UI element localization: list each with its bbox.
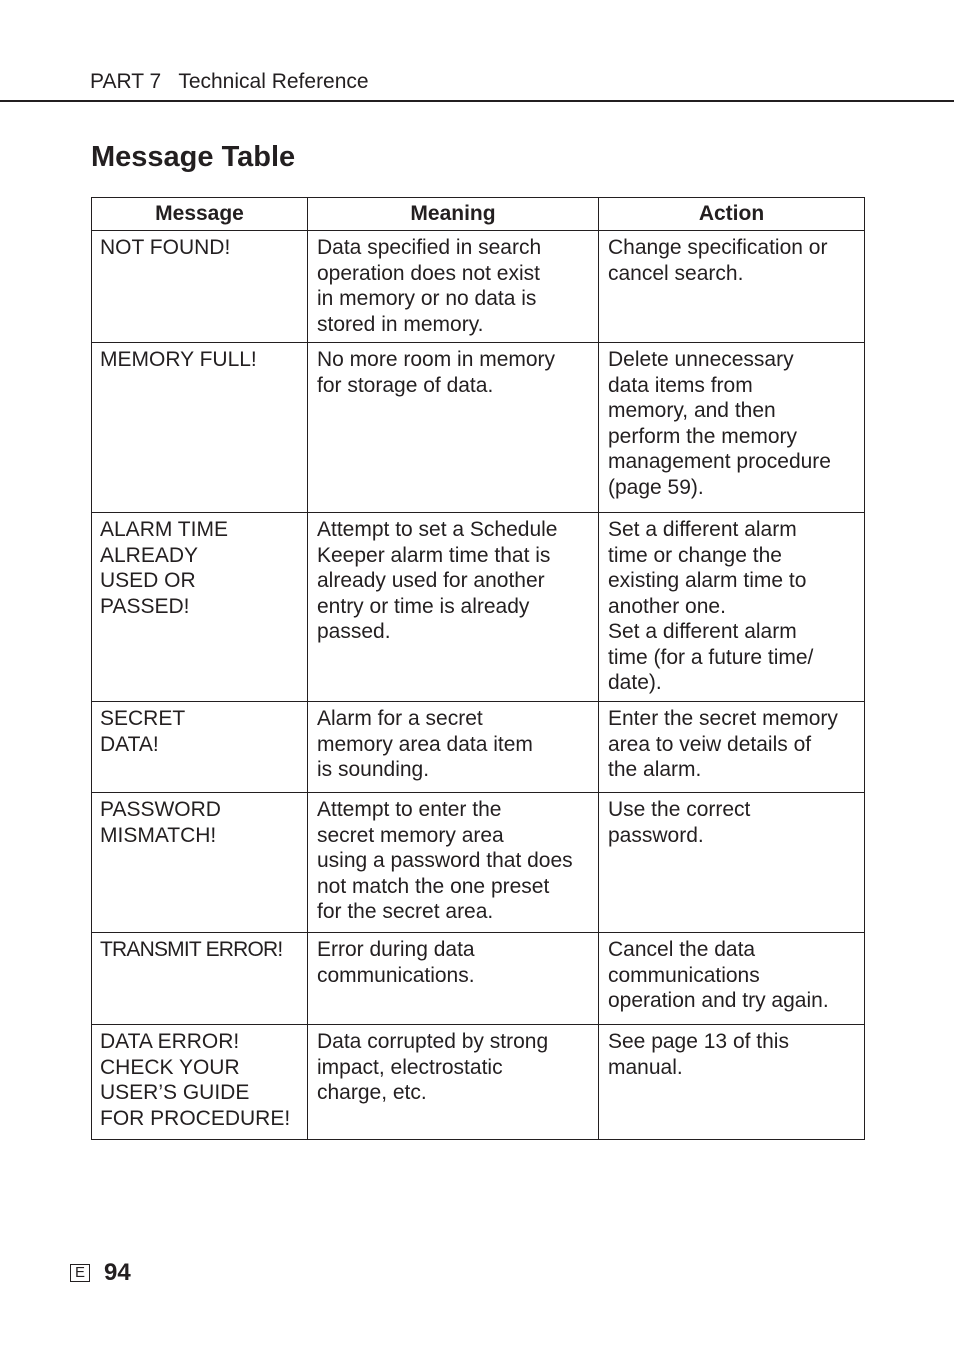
meaning-cell: No more room in memory for storage of data. <box>308 343 599 513</box>
meaning-cell: Attempt to enter the secret memory area using a password that does not match the one preset for the secret area. <box>308 793 599 933</box>
table-row <box>92 933 865 1025</box>
action-cell: Enter the secret memory area to veiw details of the alarm. <box>599 702 865 793</box>
page-footer <box>70 1259 131 1287</box>
meaning-cell: Attempt to set a Schedule Keeper alarm time that is already used for another entry or time is already passed. <box>308 513 599 702</box>
page-title: Message Table <box>91 141 296 173</box>
message-cell: MEMORY FULL! <box>92 343 308 513</box>
header-rule <box>0 100 954 102</box>
meaning-cell: Alarm for a secret memory area data item is sounding. <box>308 702 599 793</box>
table-row <box>92 1025 865 1140</box>
action-cell: Delete unnecessary data items from memory, and then perform the memory management procedure (page 59). <box>599 343 865 513</box>
action-cell: Set a different alarm time or change the existing alarm time to another one. Set a different alarm time (for a future time/ date). <box>599 513 865 702</box>
action-cell: Cancel the data communications operation and try again. <box>599 933 865 1025</box>
section-label: Technical Reference <box>178 70 369 93</box>
page-number: 94 <box>104 1259 131 1286</box>
message-cell: DATA ERROR! CHECK YOUR USER’S GUIDE FOR PROCEDURE! <box>92 1025 308 1140</box>
table-header-row <box>92 198 865 231</box>
message-cell: NOT FOUND! <box>92 231 308 343</box>
running-header <box>90 70 369 94</box>
table-row <box>92 513 865 702</box>
action-cell: Use the correct password. <box>599 793 865 933</box>
message-cell: ALARM TIME ALREADY USED OR PASSED! <box>92 513 308 702</box>
message-cell: TRANSMIT ERROR! <box>92 933 308 1025</box>
meaning-cell: Error during data communications. <box>308 933 599 1025</box>
language-badge: E <box>70 1264 90 1282</box>
table-row <box>92 793 865 933</box>
action-cell: See page 13 of this manual. <box>599 1025 865 1140</box>
column-header-action: Action <box>599 198 865 231</box>
message-cell: PASSWORD MISMATCH! <box>92 793 308 933</box>
meaning-cell: Data specified in search operation does not exist in memory or no data is stored in memory. <box>308 231 599 343</box>
column-header-meaning: Meaning <box>308 198 599 231</box>
message-cell: SECRET DATA! <box>92 702 308 793</box>
message-table <box>91 197 865 1140</box>
part-label: PART 7 <box>90 70 162 93</box>
table-row <box>92 702 865 793</box>
table-row <box>92 343 865 513</box>
meaning-cell: Data corrupted by strong impact, electrostatic charge, etc. <box>308 1025 599 1140</box>
action-cell: Change specification or cancel search. <box>599 231 865 343</box>
column-header-message: Message <box>92 198 308 231</box>
table-row <box>92 231 865 343</box>
